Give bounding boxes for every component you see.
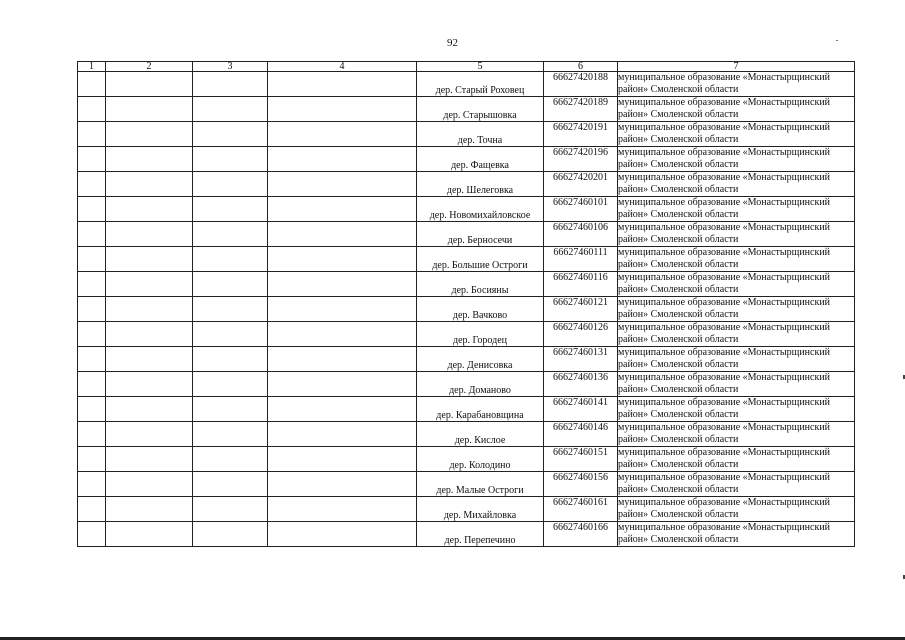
municipality-line-2: район» Смоленской области xyxy=(618,533,739,545)
settlement-name: дер. Кислое xyxy=(417,422,544,447)
empty-cell xyxy=(78,497,106,522)
oktmo-code: 66627460151 xyxy=(544,447,618,472)
municipality-cell xyxy=(618,297,855,322)
table-row xyxy=(78,247,855,272)
empty-cell xyxy=(193,422,268,447)
empty-cell xyxy=(193,272,268,297)
municipality-cell xyxy=(618,497,855,522)
empty-cell xyxy=(106,397,193,422)
municipality-line-1: муниципальное образование «Монастырщинский xyxy=(618,222,831,233)
settlement-name: дер. Босияны xyxy=(417,272,544,297)
oktmo-code: 66627460141 xyxy=(544,397,618,422)
empty-cell xyxy=(193,322,268,347)
empty-cell xyxy=(78,97,106,122)
municipality-line-2: район» Смоленской области xyxy=(618,108,739,120)
empty-cell xyxy=(268,497,417,522)
settlement-name: дер. Берносечи xyxy=(417,222,544,247)
empty-cell xyxy=(193,347,268,372)
oktmo-code: 66627460131 xyxy=(544,347,618,372)
empty-cell xyxy=(193,222,268,247)
empty-cell xyxy=(268,522,417,547)
empty-cell xyxy=(78,147,106,172)
oktmo-code: 66627460156 xyxy=(544,472,618,497)
table-row xyxy=(78,197,855,222)
settlement-name: дер. Денисовка xyxy=(417,347,544,372)
settlement-name: дер. Большие Остроги xyxy=(417,247,544,272)
empty-cell xyxy=(268,172,417,197)
empty-cell xyxy=(268,422,417,447)
settlement-name: дер. Перепечино xyxy=(417,522,544,547)
registry-table xyxy=(77,61,855,547)
empty-cell xyxy=(106,472,193,497)
empty-cell xyxy=(268,272,417,297)
municipality-cell xyxy=(618,372,855,397)
empty-cell xyxy=(193,147,268,172)
municipality-cell xyxy=(618,147,855,172)
table-row xyxy=(78,147,855,172)
table-row xyxy=(78,297,855,322)
empty-cell xyxy=(78,522,106,547)
settlement-name: дер. Доманово xyxy=(417,372,544,397)
empty-cell xyxy=(78,222,106,247)
municipality-line-1: муниципальное образование «Монастырщинский xyxy=(618,247,831,258)
column-number: 2 xyxy=(106,62,193,72)
empty-cell xyxy=(106,522,193,547)
column-number: 7 xyxy=(618,62,855,72)
empty-cell xyxy=(268,397,417,422)
oktmo-code: 66627420189 xyxy=(544,97,618,122)
municipality-line-2: район» Смоленской области xyxy=(618,133,739,145)
empty-cell xyxy=(193,397,268,422)
empty-cell xyxy=(78,72,106,97)
municipality-line-1: муниципальное образование «Монастырщинский xyxy=(618,197,831,208)
municipality-line-2: район» Смоленской области xyxy=(618,233,739,245)
empty-cell xyxy=(268,197,417,222)
settlement-name: дер. Карабановщина xyxy=(417,397,544,422)
column-number: 4 xyxy=(268,62,417,72)
empty-cell xyxy=(106,422,193,447)
municipality-line-2: район» Смоленской области xyxy=(618,258,739,270)
municipality-cell xyxy=(618,347,855,372)
empty-cell xyxy=(78,422,106,447)
oktmo-code: 66627460111 xyxy=(544,247,618,272)
municipality-cell xyxy=(618,472,855,497)
table-row xyxy=(78,222,855,247)
empty-cell xyxy=(193,297,268,322)
empty-cell xyxy=(78,397,106,422)
municipality-cell xyxy=(618,247,855,272)
table-row xyxy=(78,497,855,522)
municipality-line-2: район» Смоленской области xyxy=(618,508,739,520)
table-row xyxy=(78,97,855,122)
municipality-line-1: муниципальное образование «Монастырщинский xyxy=(618,147,831,158)
municipality-cell xyxy=(618,422,855,447)
column-number: 6 xyxy=(544,62,618,72)
oktmo-code: 66627460106 xyxy=(544,222,618,247)
empty-cell xyxy=(193,247,268,272)
empty-cell xyxy=(268,322,417,347)
empty-cell xyxy=(106,122,193,147)
municipality-line-2: район» Смоленской области xyxy=(618,283,739,295)
empty-cell xyxy=(106,172,193,197)
table-row xyxy=(78,172,855,197)
empty-cell xyxy=(106,372,193,397)
oktmo-code: 66627420196 xyxy=(544,147,618,172)
empty-cell xyxy=(268,247,417,272)
municipality-cell xyxy=(618,522,855,547)
empty-cell xyxy=(268,147,417,172)
empty-cell xyxy=(106,147,193,172)
municipality-line-1: муниципальное образование «Монастырщинский xyxy=(618,397,831,408)
empty-cell xyxy=(78,447,106,472)
empty-cell xyxy=(106,447,193,472)
municipality-cell xyxy=(618,272,855,297)
empty-cell xyxy=(268,72,417,97)
settlement-name: дер. Шелеговка xyxy=(417,172,544,197)
table-row xyxy=(78,72,855,97)
empty-cell xyxy=(78,272,106,297)
empty-cell xyxy=(193,447,268,472)
table-row xyxy=(78,372,855,397)
empty-cell xyxy=(268,347,417,372)
empty-cell xyxy=(193,522,268,547)
oktmo-code: 66627420191 xyxy=(544,122,618,147)
municipality-line-2: район» Смоленской области xyxy=(618,208,739,220)
empty-cell xyxy=(106,197,193,222)
empty-cell xyxy=(106,297,193,322)
settlement-name: дер. Михайловка xyxy=(417,497,544,522)
municipality-line-1: муниципальное образование «Монастырщинский xyxy=(618,347,831,358)
municipality-cell xyxy=(618,97,855,122)
registry-rows xyxy=(78,72,855,547)
table-row xyxy=(78,322,855,347)
empty-cell xyxy=(78,472,106,497)
empty-cell xyxy=(193,197,268,222)
empty-cell xyxy=(106,247,193,272)
empty-cell xyxy=(78,372,106,397)
empty-cell xyxy=(78,122,106,147)
empty-cell xyxy=(268,447,417,472)
table-row xyxy=(78,447,855,472)
empty-cell xyxy=(193,72,268,97)
municipality-cell xyxy=(618,397,855,422)
municipality-line-1: муниципальное образование «Монастырщинский xyxy=(618,522,831,533)
municipality-line-1: муниципальное образование «Монастырщинский xyxy=(618,272,831,283)
empty-cell xyxy=(106,97,193,122)
table-row xyxy=(78,397,855,422)
settlement-name: дер. Городец xyxy=(417,322,544,347)
oktmo-code: 66627460146 xyxy=(544,422,618,447)
municipality-cell xyxy=(618,322,855,347)
municipality-line-1: муниципальное образование «Монастырщинский xyxy=(618,172,831,183)
empty-cell xyxy=(106,72,193,97)
table-row xyxy=(78,272,855,297)
empty-cell xyxy=(193,497,268,522)
settlement-name: дер. Новомихайловское xyxy=(417,197,544,222)
municipality-line-1: муниципальное образование «Монастырщинский xyxy=(618,372,831,383)
empty-cell xyxy=(78,347,106,372)
municipality-cell xyxy=(618,172,855,197)
oktmo-code: 66627460121 xyxy=(544,297,618,322)
empty-cell xyxy=(268,297,417,322)
oktmo-code: 66627460126 xyxy=(544,322,618,347)
municipality-line-1: муниципальное образование «Монастырщинский xyxy=(618,97,831,108)
municipality-line-2: район» Смоленской области xyxy=(618,358,739,370)
empty-cell xyxy=(78,322,106,347)
empty-cell xyxy=(268,472,417,497)
municipality-line-2: район» Смоленской области xyxy=(618,333,739,345)
municipality-line-2: район» Смоленской области xyxy=(618,183,739,195)
page-number: 92 xyxy=(447,37,458,49)
municipality-line-2: район» Смоленской области xyxy=(618,483,739,495)
table-row xyxy=(78,522,855,547)
municipality-line-2: район» Смоленской области xyxy=(618,383,739,395)
table-row xyxy=(78,122,855,147)
municipality-line-1: муниципальное образование «Монастырщинский xyxy=(618,472,831,483)
empty-cell xyxy=(268,122,417,147)
empty-cell xyxy=(106,322,193,347)
empty-cell xyxy=(193,472,268,497)
empty-cell xyxy=(78,197,106,222)
municipality-line-1: муниципальное образование «Монастырщинский xyxy=(618,122,831,133)
empty-cell xyxy=(193,97,268,122)
empty-cell xyxy=(193,372,268,397)
empty-cell xyxy=(106,347,193,372)
oktmo-code: 66627460101 xyxy=(544,197,618,222)
municipality-line-2: район» Смоленской области xyxy=(618,433,739,445)
municipality-line-1: муниципальное образование «Монастырщинский xyxy=(618,322,831,333)
oktmo-code: 66627420188 xyxy=(544,72,618,97)
column-number-header-row xyxy=(78,62,855,72)
empty-cell xyxy=(268,372,417,397)
municipality-cell xyxy=(618,447,855,472)
municipality-line-2: район» Смоленской области xyxy=(618,83,739,95)
empty-cell xyxy=(268,222,417,247)
oktmo-code: 66627420201 xyxy=(544,172,618,197)
column-number: 5 xyxy=(417,62,544,72)
municipality-line-1: муниципальное образование «Монастырщинский xyxy=(618,422,831,433)
municipality-cell xyxy=(618,72,855,97)
empty-cell xyxy=(78,297,106,322)
column-number: 1 xyxy=(78,62,106,72)
empty-cell xyxy=(106,272,193,297)
empty-cell xyxy=(106,222,193,247)
settlement-name: дер. Колодино xyxy=(417,447,544,472)
settlement-name: дер. Точна xyxy=(417,122,544,147)
municipality-line-1: муниципальное образование «Монастырщинский xyxy=(618,297,831,308)
municipality-cell xyxy=(618,197,855,222)
table-row xyxy=(78,347,855,372)
empty-cell xyxy=(193,172,268,197)
settlement-name: дер. Малые Остроги xyxy=(417,472,544,497)
settlement-name: дер. Фащевка xyxy=(417,147,544,172)
oktmo-code: 66627460166 xyxy=(544,522,618,547)
settlement-name: дер. Вачково xyxy=(417,297,544,322)
municipality-line-2: район» Смоленской области xyxy=(618,158,739,170)
empty-cell xyxy=(78,172,106,197)
municipality-line-1: муниципальное образование «Монастырщинский xyxy=(618,497,831,508)
empty-cell xyxy=(78,247,106,272)
municipality-line-1: муниципальное образование «Монастырщинский xyxy=(618,72,831,83)
municipality-line-2: район» Смоленской области xyxy=(618,458,739,470)
settlement-name: дер. Старый Роховец xyxy=(417,72,544,97)
empty-cell xyxy=(106,497,193,522)
settlement-name: дер. Старышовка xyxy=(417,97,544,122)
table-row xyxy=(78,422,855,447)
table-row xyxy=(78,472,855,497)
oktmo-code: 66627460136 xyxy=(544,372,618,397)
municipality-cell xyxy=(618,122,855,147)
municipality-line-2: район» Смоленской области xyxy=(618,308,739,320)
column-number: 3 xyxy=(193,62,268,72)
scan-speck xyxy=(836,40,838,41)
oktmo-code: 66627460116 xyxy=(544,272,618,297)
municipality-cell xyxy=(618,222,855,247)
municipality-line-1: муниципальное образование «Монастырщинский xyxy=(618,447,831,458)
empty-cell xyxy=(193,122,268,147)
oktmo-code: 66627460161 xyxy=(544,497,618,522)
municipality-line-2: район» Смоленской области xyxy=(618,408,739,420)
empty-cell xyxy=(268,97,417,122)
